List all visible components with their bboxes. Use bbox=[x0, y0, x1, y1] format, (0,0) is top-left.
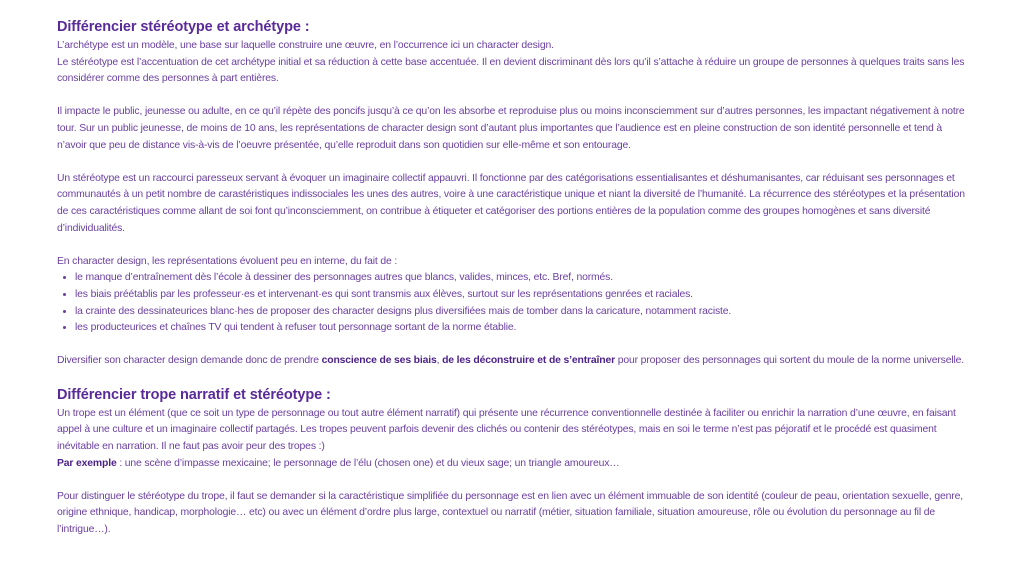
paragraph-impact: Il impacte le public, jeunesse ou adulte, en ce qu’il répète des poncifs jusqu’à ce qu’on les absorbe et reproduise plus ou moins inconsciemment sur d’autres personnes, les impactant négativement à notre tour. Sur un public jeunesse, de moins de 10 ans, les représentations de character design sont d’autant plus importantes que l’audience est en pleine construction de son identité personnelle et tend à n’avoir que peu de distance vis-à-vis de l’oeuvre présentée, qu’elle reproduit dans son quotidien sur elle-même et son entourage. bbox=[57, 106, 965, 151]
paragraph-distinguish: Pour distinguer le stéréotype du trope, il faut se demander si la caractéristique simplifiée du personnage est en lien avec un élément immuable de son identité (couleur de peau, orientation sexuelle, genre, origine ethnique, handicap, morphologie… etc) ou avec un élément d’ordre plus large, contextuel ou narratif (métier, situation familiale, situation amoureuse, rôle ou évolution du personnage au fil de l’intrigue…). bbox=[57, 490, 963, 536]
section-heading-trope-stereotype: Différencier trope narratif et stéréotype : bbox=[57, 386, 331, 403]
list-item: • les producteurices et chaînes TV qui tendent à refuser tout personnage sortant de la norme établie. bbox=[75, 320, 972, 337]
diversify-text-end: pour proposer des personnages qui sortent du moule de la norme universelle. bbox=[614, 355, 965, 367]
list-intro: En character design, les représentations évoluent peu en interne, du fait de : bbox=[57, 255, 398, 267]
paragraph-diversify bbox=[57, 353, 972, 370]
paragraph-trope-definition bbox=[57, 406, 972, 472]
paragraph-shortcut: Un stéréotype est un raccourci paresseux servant à évoquer un imaginaire collectif appauvri. Il fonctionne par des catégorisations essentialisantes et déshumanisantes, car réduisant ses personnages et communautés à un petit nombre de carastéristiques indissociales les unes des autres, voire à une caractéristique unique et niant la diversité de l’humanité. La récurrence des stéréotypes et la présentation de ces caractéristiques comme allant de soi font qu’inconsciemment, on contribue à étiqueter et catégoriser des portions entières de la population comme des groupes homogènes et sans diversité d’individualités. bbox=[57, 172, 965, 234]
list-item: • le manque d’entraînement dès l’école à dessiner des personnages autres que blancs, valides, minces, etc. Bref, normés. bbox=[75, 270, 972, 287]
example-text: : une scène d’impasse mexicaine; le personnage de l’élu (chosen one) et du vieux sage; un triangle amoureux… bbox=[116, 457, 620, 469]
list-item: • la crainte des dessinateurices blanc·hes de proposer des character designs plus diversifiées mais de tomber dans la caricature, notamment raciste. bbox=[75, 304, 972, 321]
bold-deconstruct: de les déconstruire et de s’entraîner bbox=[442, 355, 615, 367]
paragraph-archetype-definition bbox=[57, 38, 972, 88]
list-item: • les biais préétablis par les professeur·es et intervenant·es qui sont transmis aux élèves, surtout sur les représentations genrées et raciales. bbox=[75, 287, 972, 304]
trope-definition-text: Un trope est un élément (que ce soit un type de personnage ou tout autre élément narratif) qui présente une récurrence conventionnelle destinée à faciliter ou enrichir la narration d’une œuvre, en faisant appel à une culture et un imaginaire collectif partagés. Les tropes peuvent parfois devenir des clichés ou contenir des stéréotypes, mais en soi le terme n’est pas péjoratif et le procédé est quasiment inévitable en narration. Il ne faut pas avoir peur des tropes :) bbox=[57, 407, 956, 453]
article-body bbox=[57, 16, 972, 539]
section-heading-stereotype-archetype: Différencier stéréotype et archétype : bbox=[57, 19, 310, 35]
example-label: Par exemple bbox=[57, 457, 117, 469]
stereotype-line: Le stéréotype est l’accentuation de cet archétype initial et sa réduction à cette base accentuée. Il en devient discriminant dès lors qu’il s’attache à réduire un groupe de personnes à quelques traits sans les considérer comme des personnes à part entières. bbox=[57, 56, 965, 85]
diversify-text-start: Diversifier son character design demande donc de prendre bbox=[57, 355, 322, 367]
causes-list bbox=[57, 270, 972, 336]
bold-awareness: conscience de ses biais bbox=[321, 355, 437, 367]
archetype-line: L’archétype est un modèle, une base sur laquelle construire une œuvre, en l’occurrence ici un character design. bbox=[57, 40, 554, 51]
diversify-separator: , bbox=[436, 355, 443, 367]
